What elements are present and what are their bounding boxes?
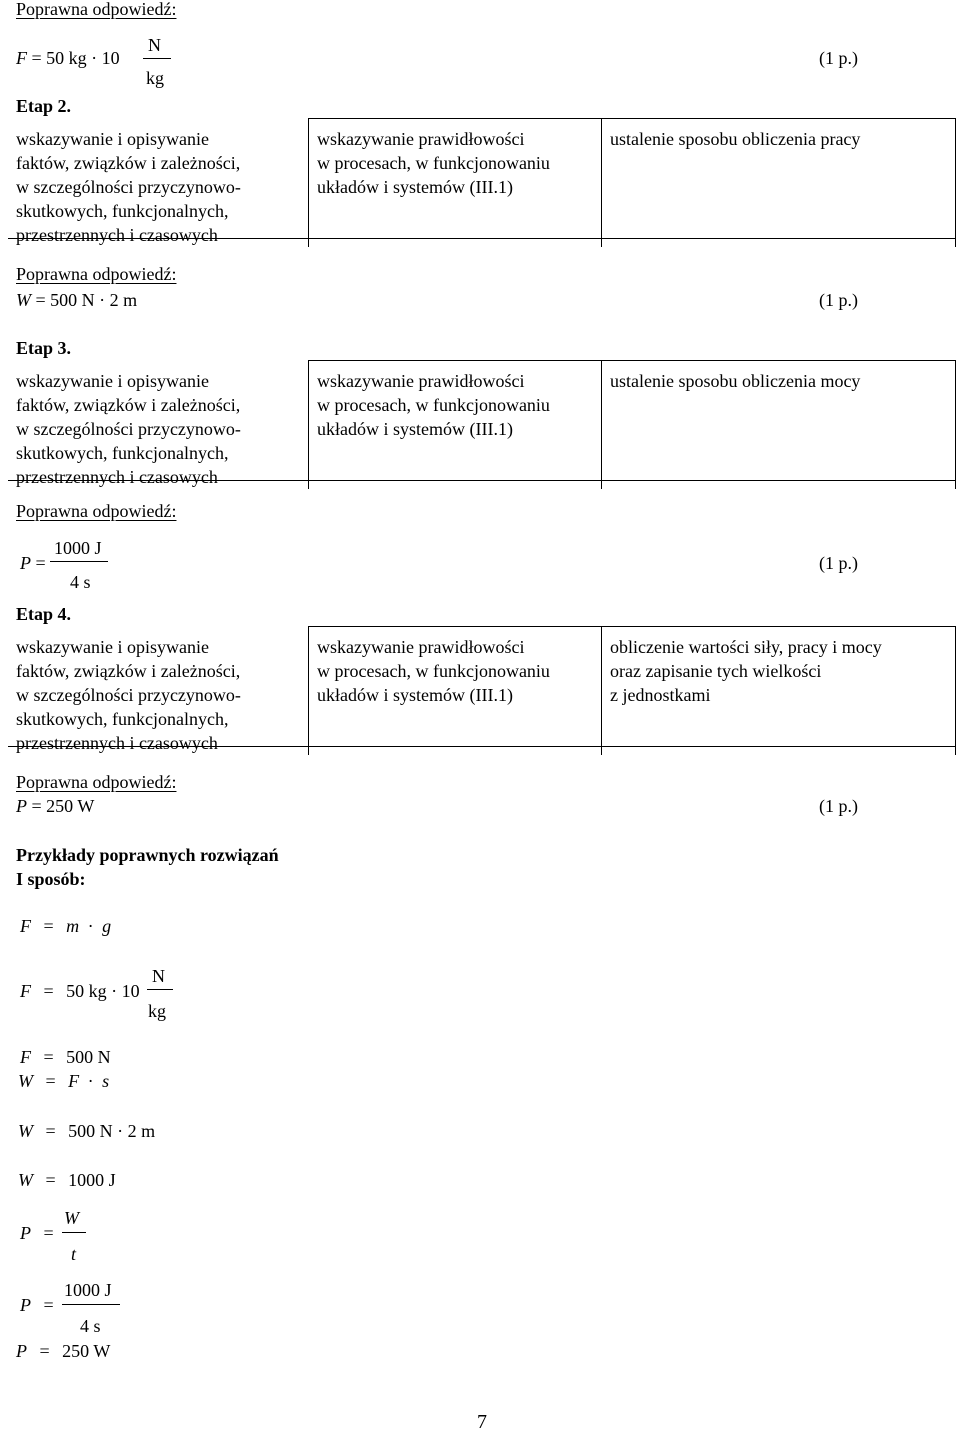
etap2-criterion-left: wskazywanie i opisywanie faktów, związków i zależności, w szczególności przyczynowo- skutkowych, funkcjonalnych, przestrzennych i czasowych — [16, 129, 241, 245]
etap3-requirement: ustalenie sposobu obliczenia mocy — [601, 360, 956, 489]
etap2-criterion-mid: wskazywanie prawidłowości w procesach, w funkcjonowaniu układów i systemów (III.1) — [308, 118, 601, 247]
etap3-criterion-mid: wskazywanie prawidłowości w procesach, w funkcjonowaniu układów i systemów (III.1) — [308, 360, 601, 489]
etap4-answer: P = 250 W — [16, 796, 95, 816]
correct-answer-label: Poprawna odpowiedź: — [16, 0, 177, 19]
etap2-requirement: ustalenie sposobu obliczenia pracy — [601, 118, 956, 247]
etap3-answer-label: Poprawna odpowiedź: — [16, 501, 177, 521]
ex-line-2: F = 50 kg · 10 — [20, 981, 140, 1001]
ex-line-8-bar — [62, 1304, 120, 1305]
ex-line-2-num: N — [152, 966, 165, 986]
etap3-frac-num: 1000 J — [54, 538, 102, 558]
ex-line-8: P = — [20, 1295, 54, 1315]
etap3-frac-den: 4 s — [70, 572, 91, 592]
points-etap2: (1 p.) — [819, 290, 858, 310]
ex-line-1: F = m · g — [20, 916, 112, 936]
etap2-answer-label: Poprawna odpowiedź: — [16, 264, 177, 284]
top-frac-den: kg — [146, 68, 164, 88]
examples-method: I sposób: — [16, 869, 86, 889]
etap4-criterion-left: wskazywanie i opisywanie faktów, związków i zależności, w szczególności przyczynowo- skutkowych, funkcjonalnych, przestrzennych i czasowych — [16, 637, 241, 753]
points-etap3: (1 p.) — [819, 553, 858, 573]
ex-line-7-den: t — [71, 1244, 77, 1264]
ex-line-7: P = — [20, 1223, 54, 1243]
ex-line-7-num: W — [64, 1208, 79, 1228]
ex-line-3: F = 500 N — [20, 1047, 111, 1067]
etap2-answer: W = 500 N · 2 m — [16, 290, 138, 310]
etap3-table — [8, 360, 956, 487]
etap4-answer-label: Poprawna odpowiedź: — [16, 772, 177, 792]
ex-line-8-den: 4 s — [80, 1316, 101, 1336]
etap3-criterion-left: wskazywanie i opisywanie faktów, związków i zależności, w szczególności przyczynowo- skutkowych, funkcjonalnych, przestrzennych i czasowych — [16, 371, 241, 487]
points-top: (1 p.) — [819, 48, 858, 68]
ex-line-8-num: 1000 J — [64, 1280, 112, 1300]
ex-line-4: W = F · s — [18, 1071, 110, 1091]
ex-line-2-den: kg — [148, 1001, 166, 1021]
ex-line-6: W = 1000 J — [18, 1170, 116, 1190]
ex-line-2-bar — [147, 989, 173, 990]
page-number: 7 — [477, 1411, 487, 1433]
points-etap4: (1 p.) — [819, 796, 858, 816]
etap3-answer: P = — [20, 553, 46, 573]
etap2-title: Etap 2. — [16, 96, 72, 116]
ex-line-9: P = 250 W — [16, 1341, 111, 1361]
etap3-title: Etap 3. — [16, 338, 72, 358]
etap4-criterion-mid: wskazywanie prawidłowości w procesach, w funkcjonowaniu układów i systemów (III.1) — [308, 626, 601, 755]
examples-title: Przykłady poprawnych rozwiązań — [16, 845, 279, 865]
top-frac-bar — [143, 58, 171, 59]
top-equation: F = 50 kg · 10 — [16, 48, 120, 68]
ex-line-5: W = 500 N · 2 m — [18, 1121, 156, 1141]
etap4-title: Etap 4. — [16, 604, 72, 624]
etap2-table — [8, 118, 956, 245]
top-frac-num: N — [148, 35, 161, 55]
etap4-table — [8, 626, 956, 753]
etap4-requirement: obliczenie wartości siły, pracy i mocy oraz zapisanie tych wielkości z jednostkami — [601, 626, 956, 755]
ex-line-7-bar — [62, 1232, 86, 1233]
etap3-frac-bar — [50, 561, 108, 562]
